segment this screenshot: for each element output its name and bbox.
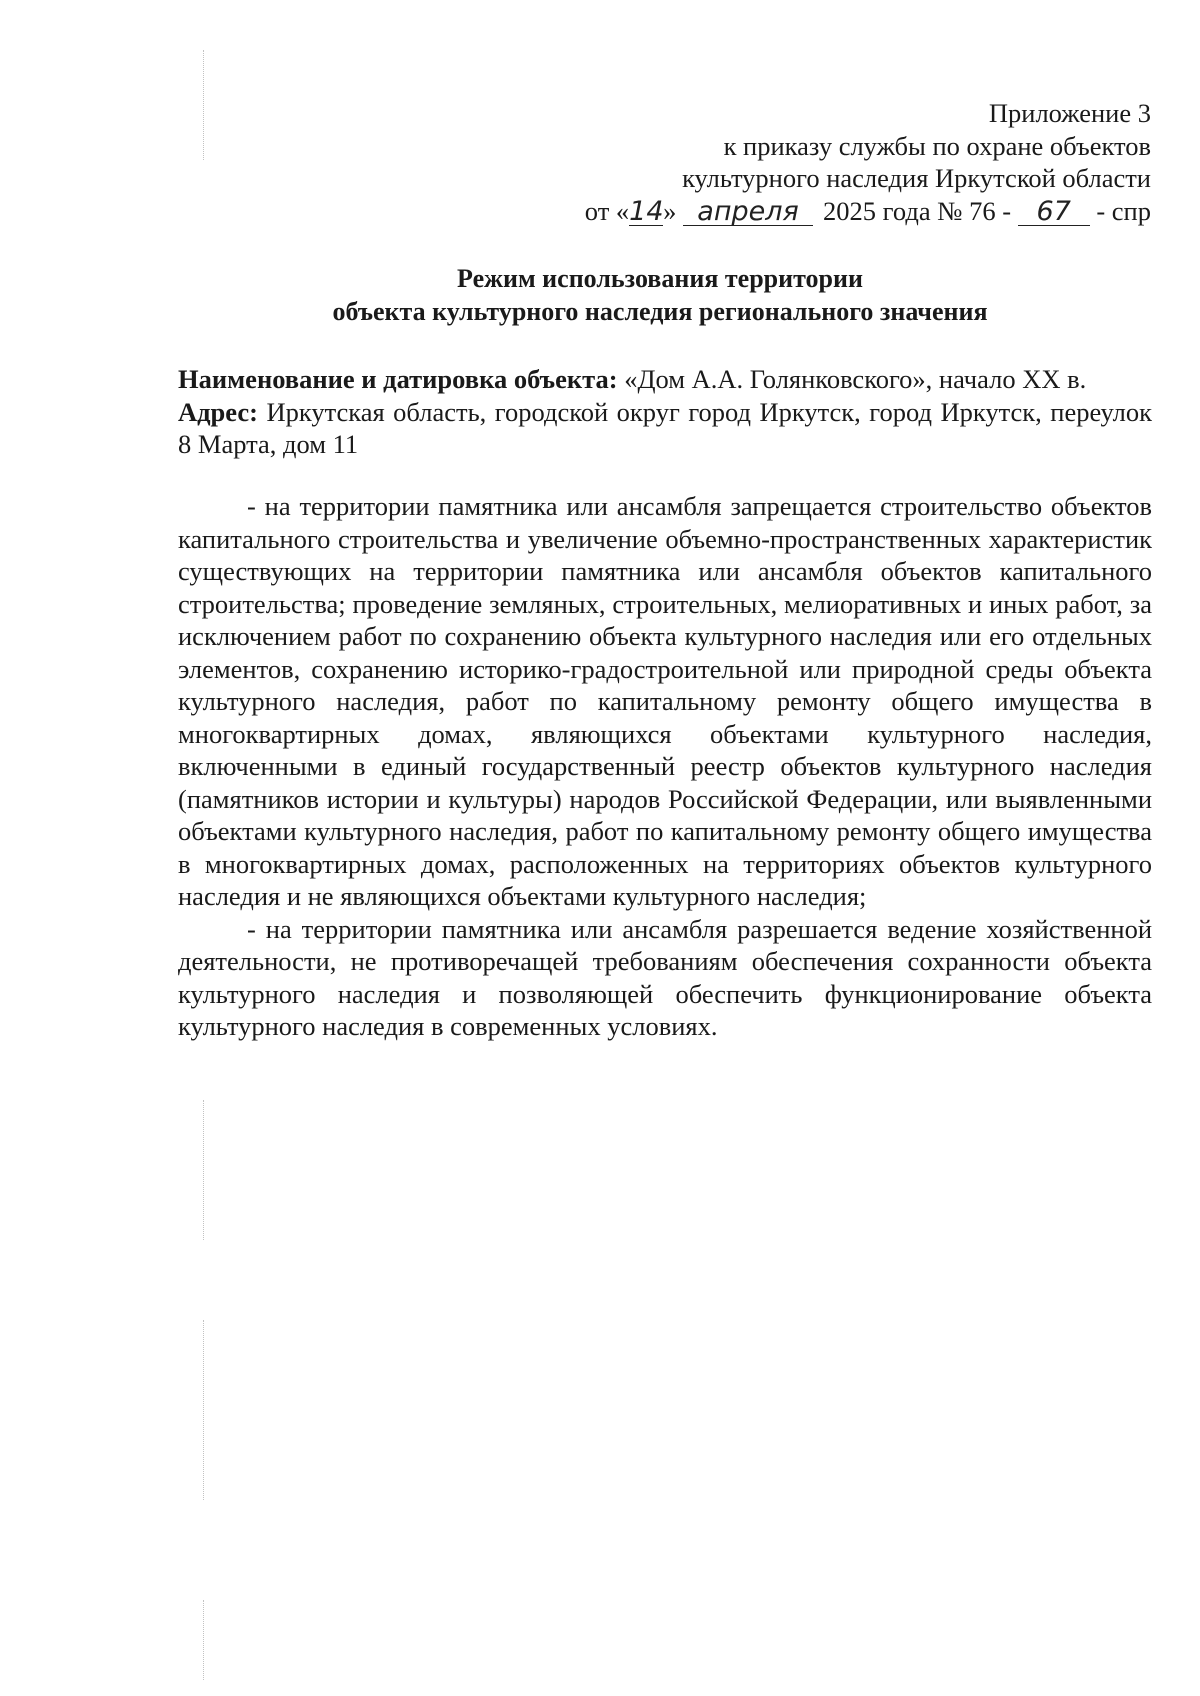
object-info <box>178 363 1152 461</box>
scan-artifact <box>203 1600 206 1680</box>
appendix-date-line <box>531 195 1151 228</box>
handwritten-day: 14 <box>629 195 664 227</box>
date-year-text: 2025 года № 76 - <box>823 195 1012 226</box>
object-name-label: Наименование и датировка объекта: <box>178 364 618 394</box>
object-name-row <box>178 363 1152 396</box>
object-address-row <box>178 396 1152 461</box>
scan-artifact <box>203 1100 206 1240</box>
handwritten-order-number: 67 <box>1018 199 1090 226</box>
object-name-value: «Дом А.А. Голянковского», начало XX в. <box>624 364 1087 394</box>
document-title <box>180 262 1140 328</box>
appendix-header <box>531 97 1151 227</box>
title-line-1: Режим использования территории <box>457 264 863 293</box>
object-address-label: Адрес: <box>178 396 258 427</box>
usage-regime-text <box>178 490 1152 1043</box>
rule-prohibitions: - на территории памятника или ансамбля запрещается строительство объектов капитального строительства и увеличение объемно-пространственных характеристик существующих на территории памятника или ансамбля объектов капитального строительства; проведение земляных, строительных, мелиоративных и иных работ, за исключением работ по сохранению объекта культурного наследия или его отдельных элементов, сохранению историко-градостроительной или природной среды объекта культурного наследия, работ по капитальному ремонту общего имущества в многоквартирных домах, являющихся объектами культурного наследия, включенными в единый государственный реестр объектов культурного наследия (памятников истории и культуры) народов Российской Федерации, или выявленными объектами культурного наследия, работ по капитальному ремонту общего имущества в многоквартирных домах, расположенных на территориях объектов культурного наследия и не являющихся объектами культурного наследия; <box>178 491 1152 911</box>
rule-permissions: - на территории памятника или ансамбля разрешается ведение хозяйственной деятельности, не противоречащей требованиям обеспечения сохранности объекта культурного наследия и позволяющей обеспечить функционирование объекта культурного наследия в современных условиях. <box>178 913 1152 1041</box>
scan-artifact <box>203 1320 206 1500</box>
appendix-authority: культурного наследия Иркутской области <box>682 163 1151 193</box>
object-address-value: Иркутская область, городской округ город Иркутск, город Иркутск, переулок 8 Марта, дом 11 <box>178 396 1152 459</box>
date-mid: » <box>663 195 677 226</box>
order-suffix: - спр <box>1096 195 1151 226</box>
handwritten-month: апреля <box>683 199 813 226</box>
date-prefix: от « <box>584 195 630 226</box>
title-line-2: объекта культурного наследия регионального значения <box>332 297 988 326</box>
scan-artifact <box>203 50 206 160</box>
appendix-order-ref: к приказу службы по охране объектов <box>723 130 1151 161</box>
appendix-number: Приложение 3 <box>988 98 1151 128</box>
